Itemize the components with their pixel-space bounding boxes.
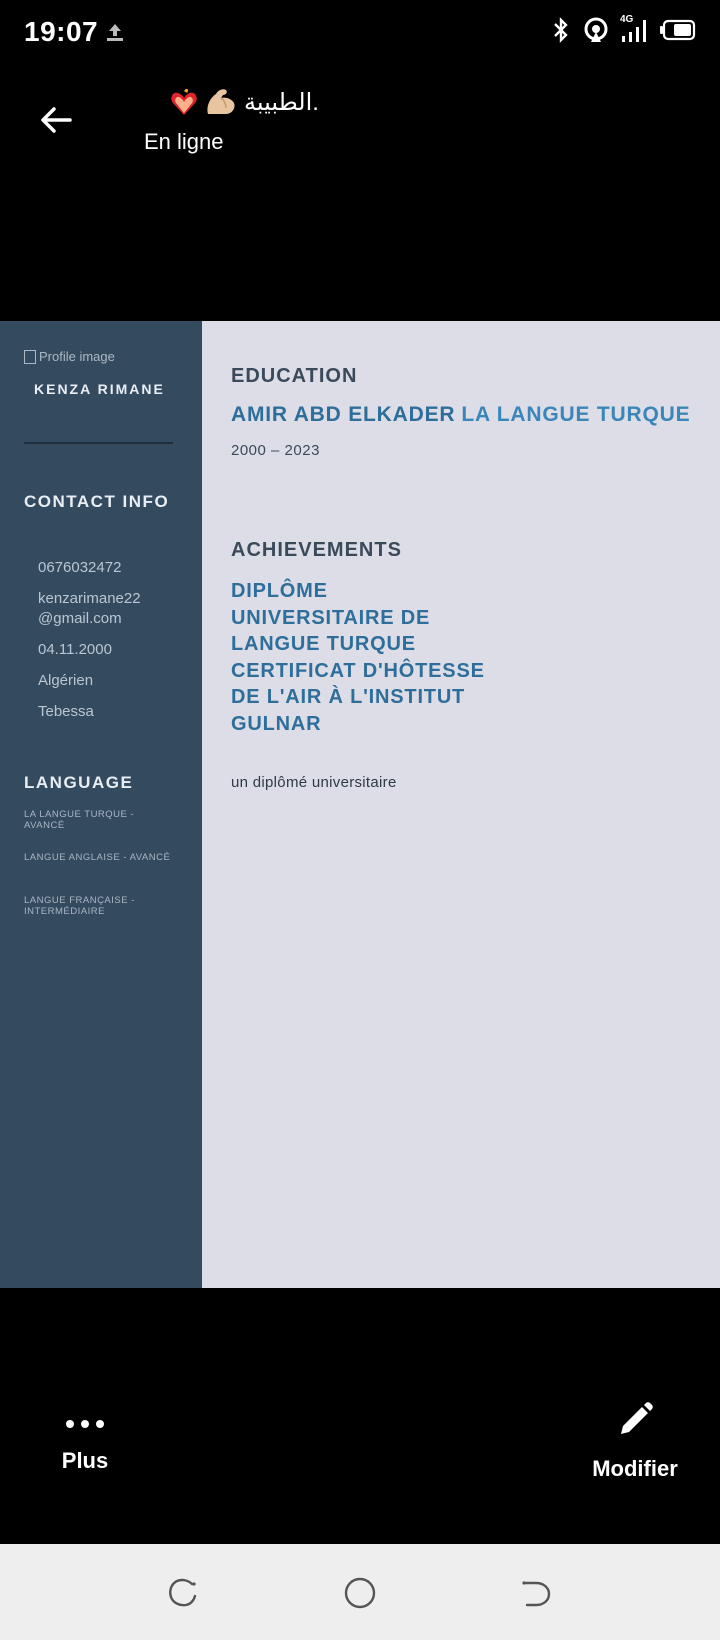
pencil-icon [615, 1400, 655, 1440]
contact-status: En ligne [144, 129, 224, 154]
education-field: LA LANGUE TURQUE [461, 403, 691, 426]
cv-name: KENZA RIMANE [34, 381, 165, 397]
status-bar [0, 0, 720, 66]
education-heading: EDUCATION [231, 365, 358, 387]
shared-image[interactable] [0, 321, 720, 1288]
nationality: Algérien [38, 672, 94, 689]
hotspot-icon [582, 16, 610, 44]
more-dots-icon [63, 1416, 107, 1432]
education-entry [231, 403, 690, 427]
back-nav-icon[interactable] [520, 1576, 554, 1610]
profile-image-alt: Profile image [39, 349, 115, 364]
battery-icon [660, 19, 696, 41]
back-arrow-icon[interactable] [36, 100, 76, 140]
achievements-description: un diplômé universitaire [231, 774, 397, 791]
achievements-heading: ACHIEVEMENTS [231, 539, 402, 561]
status-time: 19:07 [24, 16, 99, 47]
contact-name-text: الطبيبة. [244, 88, 319, 116]
phone-number: 0676032472 [38, 559, 122, 576]
language-item: LA LANGUE TURQUE - AVANCÉ [24, 809, 135, 831]
email: kenzarimane22 @gmail.com [38, 590, 141, 627]
signal-icon [620, 16, 650, 44]
broken-image-icon [24, 350, 36, 364]
edit-button[interactable] [580, 1420, 690, 1482]
upload-icon [103, 20, 127, 44]
language-item: LANGUE FRANÇAISE - INTERMÉDIAIRE [24, 895, 135, 917]
profile-image [24, 349, 115, 364]
cv-sidebar [0, 321, 202, 1288]
edit-label: Modifier [592, 1456, 678, 1481]
more-label: Plus [61, 1448, 109, 1473]
education-years: 2000 – 2023 [231, 442, 320, 459]
education-school: AMIR ABD ELKADER [231, 403, 456, 426]
bluetooth-icon [550, 16, 572, 44]
heart-emoji [170, 87, 198, 117]
city: Tebessa [38, 703, 94, 720]
contact-name[interactable] [170, 86, 319, 118]
language-heading: LANGUAGE [24, 773, 134, 792]
more-button[interactable] [40, 1416, 130, 1474]
network-type: 4G [620, 14, 634, 25]
birth-date: 04.11.2000 [38, 641, 112, 658]
cv-main [202, 321, 720, 1288]
contact-heading: CONTACT INFO [24, 492, 170, 511]
language-item: LANGUE ANGLAISE - AVANCÉ [24, 852, 171, 863]
navigation-bar [0, 1544, 720, 1640]
muscle-emoji [204, 86, 238, 118]
divider [24, 442, 173, 444]
home-icon[interactable] [343, 1576, 377, 1610]
achievements-title: DIPLÔME UNIVERSITAIRE DE LANGUE TURQUE CERTIFICAT D'HÔTESSE DE L'AIR À L'INSTITUT GULNAR [231, 580, 485, 735]
recents-icon[interactable] [166, 1576, 200, 1610]
